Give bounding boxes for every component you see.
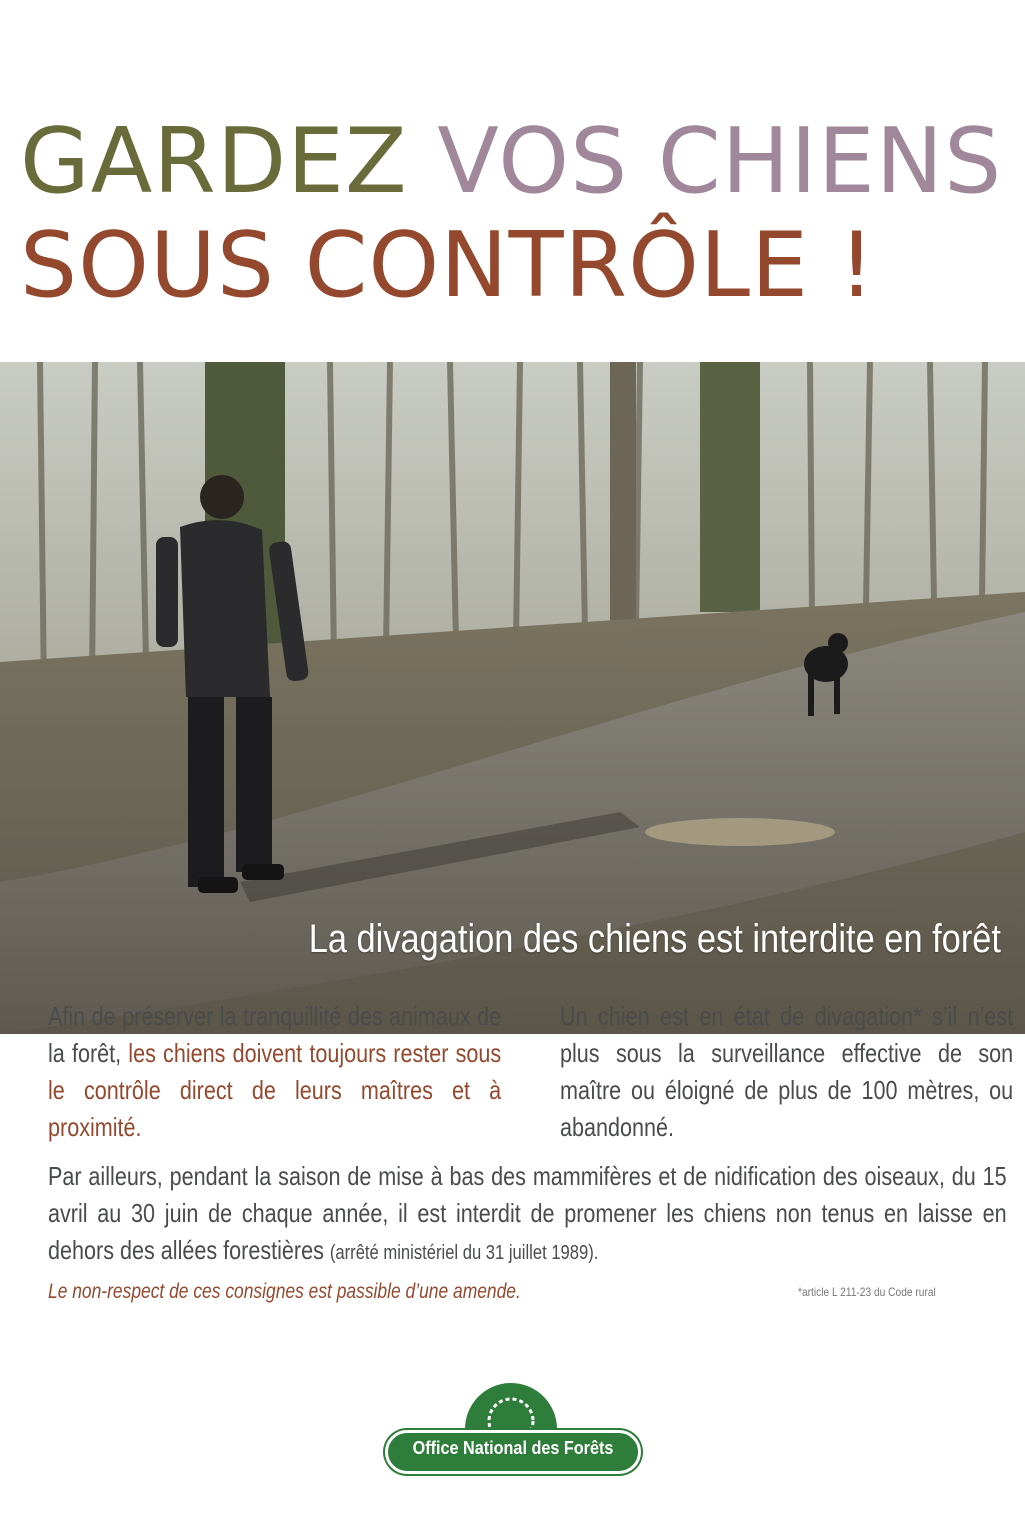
title-word-gardez: GARDEZ <box>20 109 408 214</box>
forest-photo <box>0 362 1025 1034</box>
penalty-note: Le non-respect de ces consignes est passible d’une amende. <box>48 1280 521 1303</box>
title-line-1 <box>20 110 1010 214</box>
seasonal-rule-paragraph <box>48 1158 1007 1272</box>
code-rural-footnote: *article L 211-23 du Code rural <box>798 1285 936 1299</box>
poster-title <box>20 110 1010 318</box>
left-column-highlight: les chiens doivent toujours rester sous le contrôle direct de leurs maîtres et à proximité. <box>48 1038 502 1142</box>
onf-logo <box>385 1383 641 1483</box>
left-column-intro: Afin de préserver la tranquillité des animaux de la forêt, <box>48 1001 502 1068</box>
left-column-text <box>48 998 501 1146</box>
title-words-vos-chiens: VOS CHIENS <box>437 109 1003 214</box>
photo-caption: La divagation des chiens est interdite en forêt <box>308 917 1001 961</box>
right-column-text: Un chien est en état de divagation* s’il n’est plus sous la surveillance effective de son maître ou éloigné de plus de 100 mètres, ou abandonné. <box>560 1001 1014 1142</box>
title-line-2: SOUS CONTRÔLE ! <box>20 213 876 318</box>
ministerial-reference: (arrêté ministériel du 31 juillet 1989). <box>329 1242 599 1264</box>
logo-text: Office National des Forêts <box>412 1438 614 1458</box>
seasonal-rule-text: Par ailleurs, pendant la saison de mise à bas des mammifères et de nidification des oiseaux, du 15 avril au 30 juin de chaque année, il est interdit de promener les chiens non tenus en laisse en dehors des allées forestières <box>48 1161 1007 1265</box>
